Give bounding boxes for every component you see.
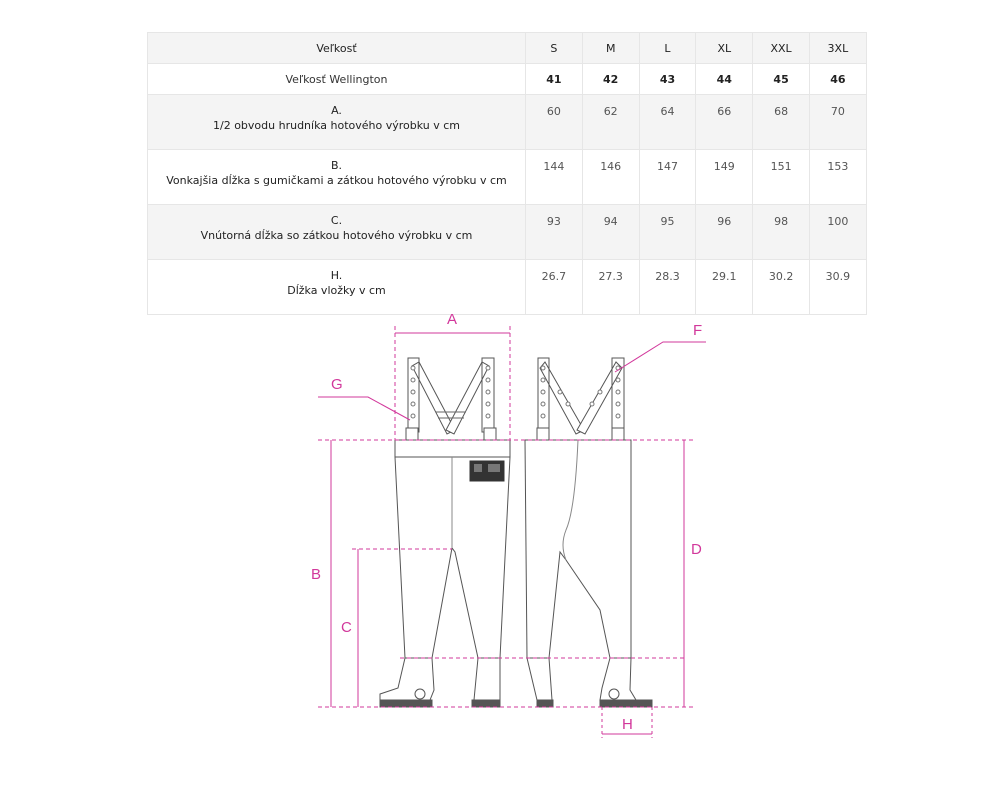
measure-value: 149 [696,150,753,205]
measure-value: 151 [753,150,810,205]
front-right-boot [474,658,500,700]
header-size-s: S [526,33,583,64]
wellington-label: Veľkosť Wellington [148,64,526,95]
measure-value: 100 [809,205,866,260]
measure-value: 96 [696,205,753,260]
front-right-sole [472,700,500,707]
measure-value: 146 [582,150,639,205]
wellington-value: 44 [696,64,753,95]
measure-value: 153 [809,150,866,205]
label-h: H [622,716,633,733]
measure-value: 62 [582,95,639,150]
measure-code: H. [330,269,343,282]
wellington-value: 46 [809,64,866,95]
f-leader-line [615,342,706,372]
header-size-m: M [582,33,639,64]
measure-label [148,95,526,150]
back-left-boot [527,658,552,700]
measure-row-a [148,95,867,150]
measure-description: Dĺžka vložky v cm [287,284,386,297]
wellington-row [148,64,867,95]
header-size-xxl: XXL [753,33,810,64]
wellington-value: 45 [753,64,810,95]
label-g: G [331,376,343,393]
measure-value: 144 [526,150,583,205]
header-size-l: L [639,33,696,64]
back-trousers [525,440,631,658]
size-table [147,32,867,315]
measure-value: 147 [639,150,696,205]
measure-value: 98 [753,205,810,260]
measure-value: 28.3 [639,260,696,315]
measure-value: 26.7 [526,260,583,315]
measure-code: A. [331,104,342,117]
measure-value: 60 [526,95,583,150]
measure-value: 64 [639,95,696,150]
front-left-clip [406,428,418,440]
label-a: A [447,311,458,328]
measure-value: 30.9 [809,260,866,315]
wellington-value: 42 [582,64,639,95]
measure-value: 66 [696,95,753,150]
measure-value: 29.1 [696,260,753,315]
header-size-xl: XL [696,33,753,64]
measure-value: 30.2 [753,260,810,315]
front-left-sole [380,700,432,707]
measure-row-c [148,205,867,260]
wellington-value: 43 [639,64,696,95]
wader-front-view [380,358,510,707]
measure-label [148,150,526,205]
dimension-lines [318,326,706,738]
front-waist-band [395,440,510,457]
header-size-3xl: 3XL [809,33,866,64]
measure-value: 93 [526,205,583,260]
wader-back-view [525,358,652,707]
measure-row-b [148,150,867,205]
measure-code: B. [330,159,343,172]
front-right-clip [484,428,496,440]
label-d: D [691,541,702,558]
label-c: C [341,619,352,636]
measure-value: 95 [639,205,696,260]
header-row [148,33,867,64]
wellington-value: 41 [526,64,583,95]
measure-description: Vonkajšia dĺžka s gumičkami a zátkou hotového výrobku v cm [166,174,507,187]
measure-value: 70 [809,95,866,150]
measure-value: 94 [582,205,639,260]
measure-description: 1/2 obvodu hrudníka hotového výrobku v cm [213,119,460,132]
measure-code: C. [330,214,343,227]
wader-size-diagram [0,290,1000,760]
measure-label [148,205,526,260]
g-leader-line [318,397,410,420]
header-size-label: Veľkosť [148,33,526,64]
measure-value: 68 [753,95,810,150]
label-f: F [693,322,703,339]
measure-description: Vnútorná dĺžka so zátkou hotového výrobku v cm [200,229,473,242]
measure-value: 27.3 [582,260,639,315]
front-left-boot [380,658,434,700]
label-b: B [311,566,322,583]
